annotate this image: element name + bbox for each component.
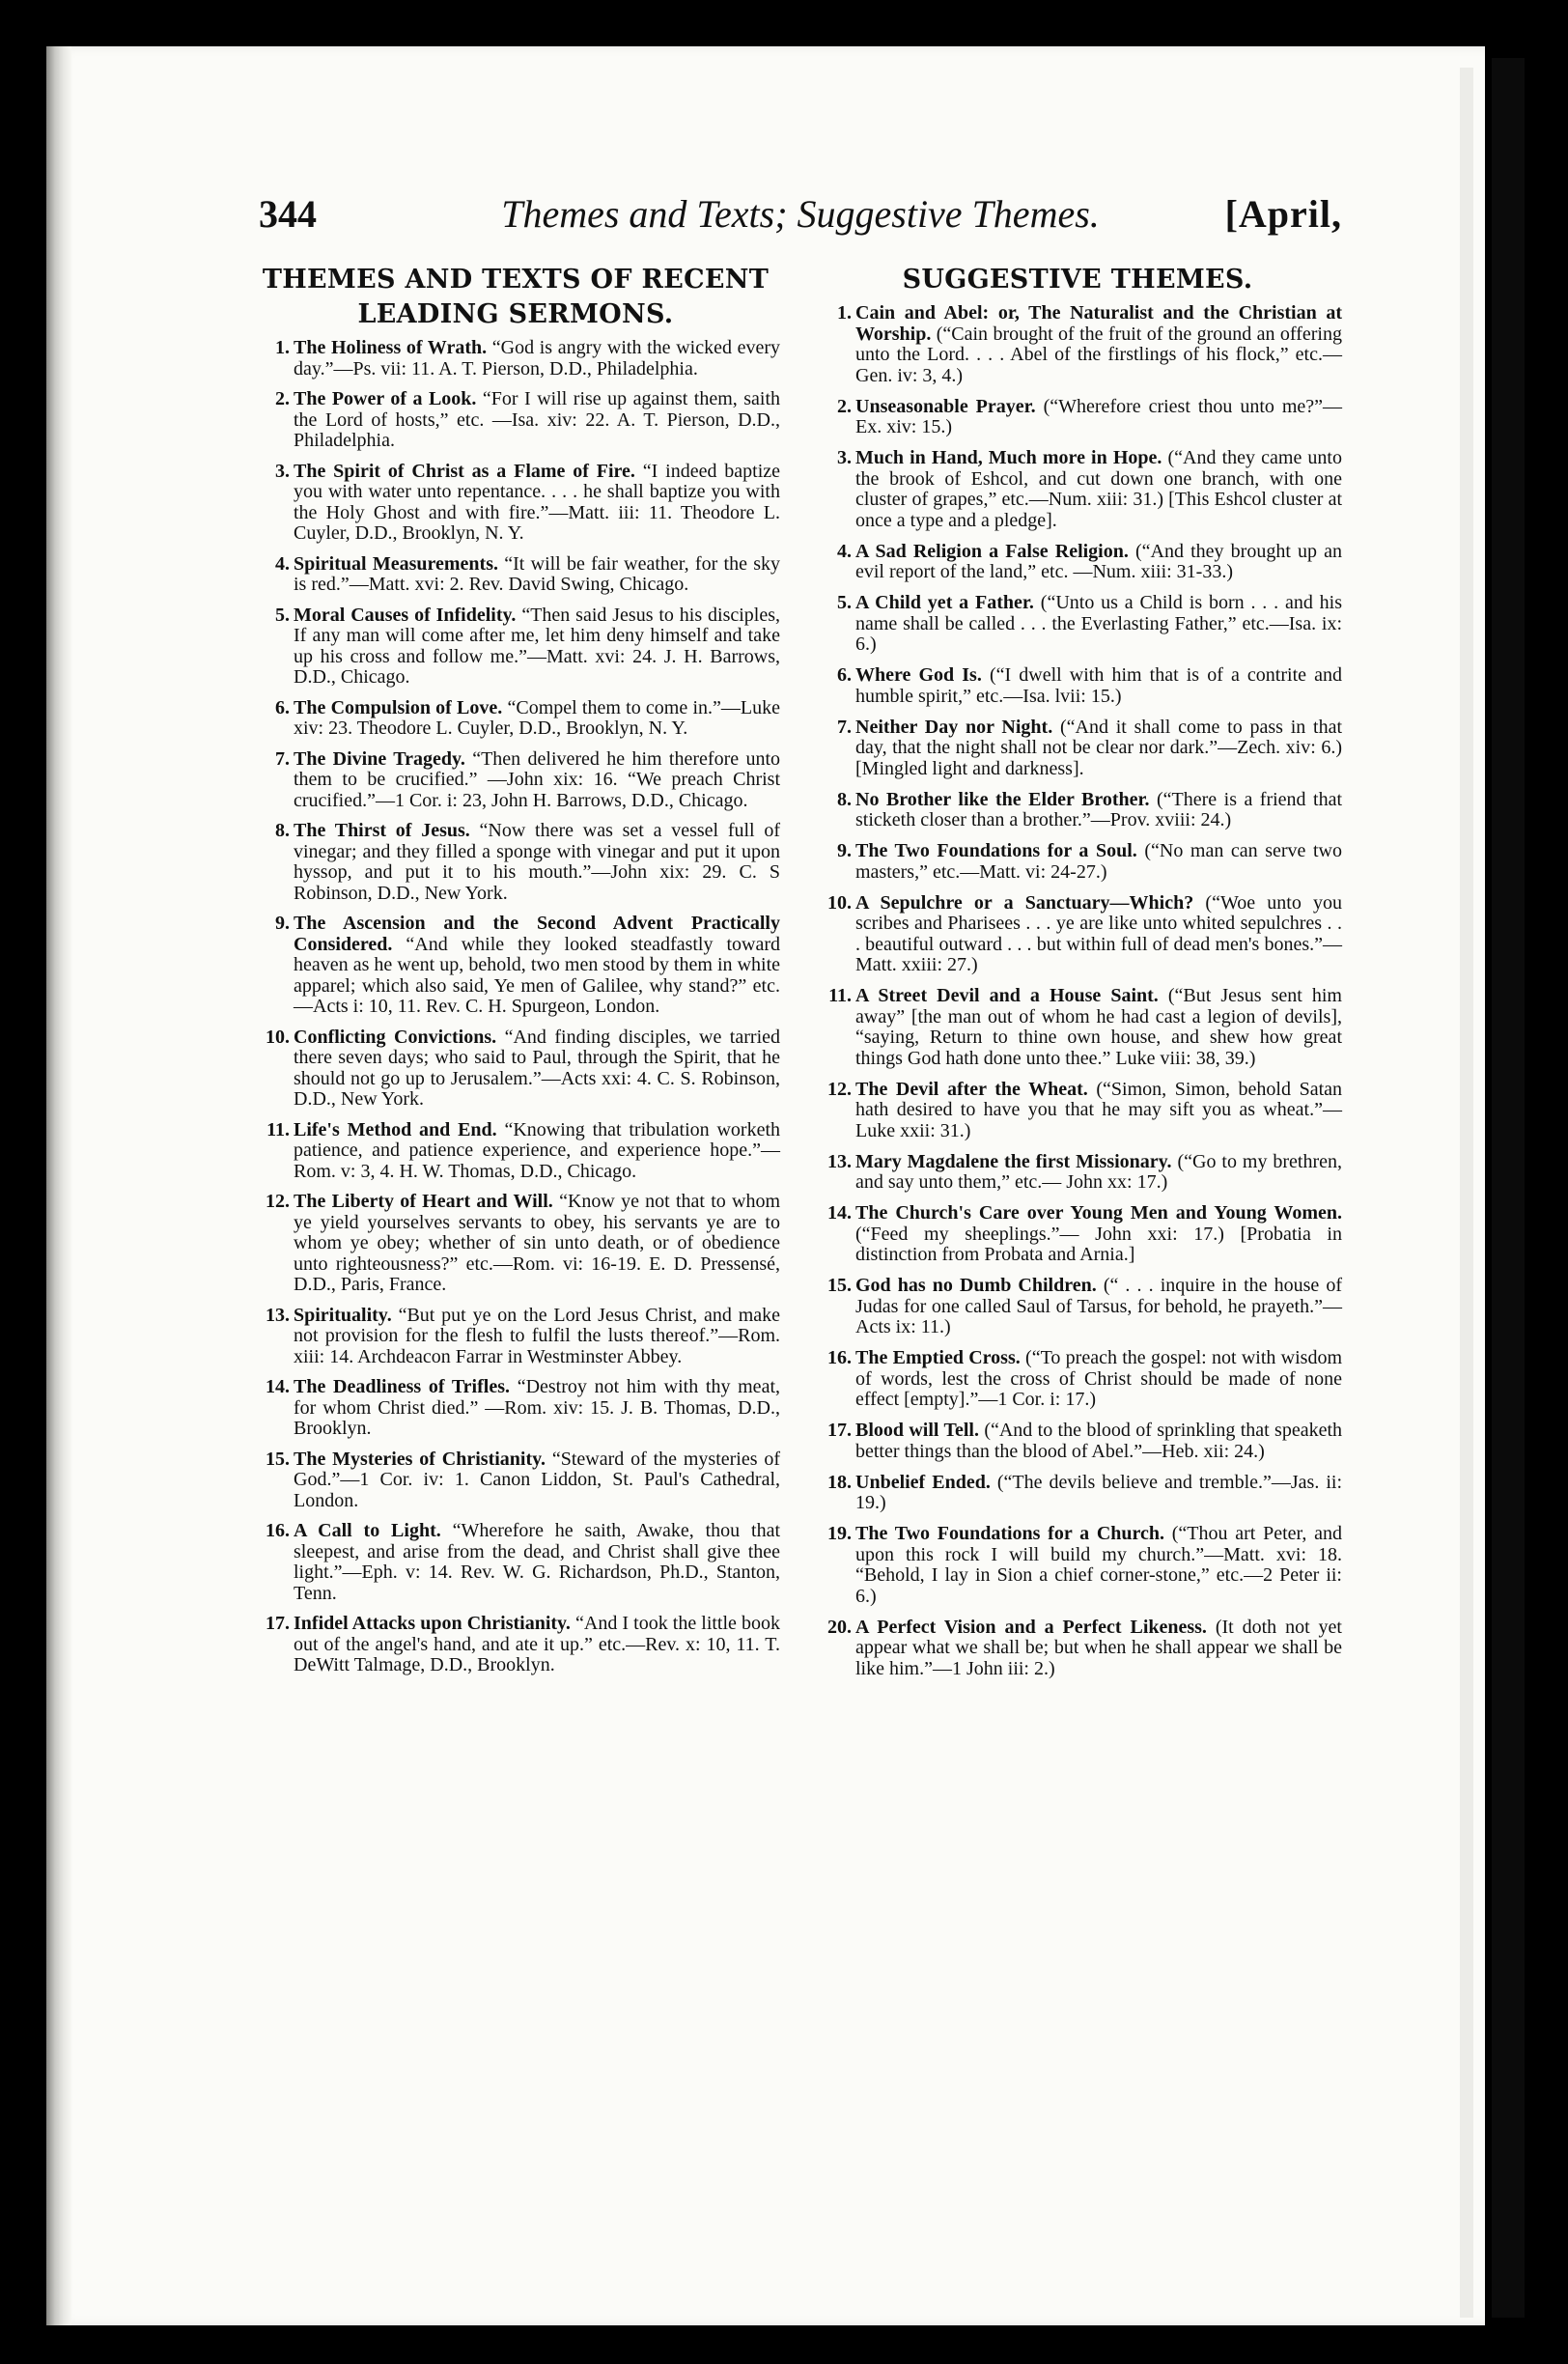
list-item — [813, 1524, 1342, 1607]
entry-title: A Sepulchre or a Sanctuary—Which? — [855, 891, 1194, 914]
entry-number: 2. — [275, 388, 290, 409]
entry-title: The Ascension and the Second Advent Practically Considered. — [294, 913, 780, 955]
list-item — [813, 790, 1342, 831]
entry-title: Unbelief Ended. — [855, 1471, 991, 1493]
entry-number: 2. — [837, 395, 852, 417]
list-item — [251, 1377, 780, 1440]
right-column-heading: SUGGESTIVE THEMES. — [902, 265, 1253, 295]
list-item — [813, 303, 1342, 386]
entry-text: “Destroy not him with thy meat, for whom Christ died.” —Rom. xiv: 15. J. B. Thomas, D.D., Brooklyn. — [294, 1376, 780, 1439]
entry-title: The Power of a Look. — [294, 388, 477, 409]
entry-number: 3. — [275, 460, 290, 482]
list-item — [251, 1192, 780, 1296]
entry-number: 8. — [275, 820, 290, 841]
entry-title: A Call to Light. — [294, 1520, 441, 1541]
list-item — [813, 1152, 1342, 1194]
entry-text: “Wherefore he saith, Awake, thou that sleepest, and arise from the dead, and Christ shall give thee light.”—Eph. v: 14. Rev. W. G. Richardson, Ph.D., Stanton, Tenn. — [294, 1520, 780, 1604]
entry-title: No Brother like the Elder Brother. — [855, 788, 1150, 810]
list-item — [251, 914, 780, 1018]
left-column-heading: THEMES AND TEXTS OF RECENT LEADING SERMONS. — [262, 265, 770, 329]
entry-text: “But put ye on the Lord Jesus Christ, and make not provision for the flesh to fulfil the lusts thereof.”—Rom. xiii: 14. Archdeacon Farrar in Westminster Abbey. — [294, 1304, 781, 1367]
entry-number: 19. — [827, 1523, 852, 1544]
entry-number: 15. — [266, 1448, 290, 1470]
entry-number: 1. — [275, 337, 290, 358]
entry-number: 9. — [275, 913, 290, 934]
entry-number: 5. — [837, 592, 852, 613]
right-column — [813, 263, 1342, 1690]
entry-title: A Street Devil and a House Saint. — [855, 985, 1159, 1006]
entry-title: The Devil after the Wheat. — [855, 1078, 1088, 1100]
entry-title: The Emptied Cross. — [855, 1347, 1021, 1368]
entry-text: (“And they brought up an evil report of the land,” etc. —Num. xiii: 31-33.) — [855, 540, 1343, 582]
entry-text: (“No man can serve two masters,” etc.—Matt. vi: 24-27.) — [855, 840, 1343, 883]
entry-number: 4. — [837, 540, 852, 562]
entry-title: Unseasonable Prayer. — [855, 395, 1036, 417]
suggestive-theme-list — [813, 303, 1342, 1679]
list-item — [813, 397, 1342, 438]
entry-text: (“And they came unto the brook of Eshcol, and cut down one branch, with one cluster of grapes,” etc.—Num. xiii: 31.) [This Eshcol cluster at once a type and a pledge]. — [855, 447, 1342, 531]
list-item — [813, 1421, 1342, 1462]
list-item — [251, 554, 780, 596]
entry-title: Conflicting Convictions. — [294, 1026, 497, 1048]
list-item — [251, 1614, 780, 1676]
list-item — [251, 749, 780, 812]
entry-title: Spirituality. — [294, 1304, 392, 1326]
entry-number: 3. — [837, 447, 852, 468]
entry-text: “Know ye not that to whom ye yield yourselves servants to obey, his servants ye are to whom ye obey; whether of sin unto death, or of obedience unto righteousness?” etc.—Rom. vi: 16-19. E. D. Pressensé, D.D., Paris, France. — [294, 1191, 781, 1295]
list-item — [251, 698, 780, 740]
entry-number: 17. — [266, 1613, 290, 1634]
list-item — [813, 1473, 1342, 1514]
list-item — [251, 1449, 780, 1512]
entry-title: The Deadliness of Trifles. — [294, 1376, 510, 1397]
entry-text: (“But Jesus sent him away” [the man out of whom he had cast a legion of devils], “saying, Return to thine own house, and shew how great things God hath done unto thee.” Luke viii: 38, 39.) — [855, 985, 1342, 1069]
list-item — [813, 665, 1342, 707]
list-item — [813, 448, 1342, 531]
entry-text: “Then delivered he him therefore unto them to be crucified.” —John xix: 16. “We preach Christ crucified.”—1 Cor. i: 23, John H. Barrows, D.D., Chicago. — [294, 747, 781, 811]
entry-title: Neither Day nor Night. — [855, 716, 1053, 738]
entry-title: The Two Foundations for a Soul. — [855, 840, 1137, 861]
list-item — [813, 1348, 1342, 1411]
entry-text: (“The devils believe and tremble.”—Jas. ii: 19.) — [855, 1471, 1342, 1513]
entry-text: (“Cain brought of the fruit of the ground an offering unto the Lord. . . . Abel of the firstlings of his flock,” etc.—Gen. iv: 3, 4.) — [855, 323, 1342, 386]
entry-title: Mary Magdalene the first Missionary. — [855, 1150, 1172, 1172]
entry-title: The Two Foundations for a Church. — [855, 1523, 1165, 1544]
entry-number: 18. — [827, 1471, 852, 1493]
entry-number: 14. — [266, 1376, 290, 1397]
entry-text: (“Unto us a Child is born . . . and his name shall be called . . . the Everlasting Father,” etc.—Isa. ix: 6.) — [855, 592, 1342, 655]
entry-number: 13. — [827, 1150, 852, 1172]
entry-title: Infidel Attacks upon Christianity. — [294, 1613, 571, 1634]
entry-text: “For I will rise up against them, saith the Lord of hosts,” etc. —Isa. xiv: 22. A. T. Pierson, D.D., Philadelphia. — [294, 388, 781, 451]
list-item — [813, 1080, 1342, 1142]
entry-text: (“And it shall come to pass in that day, that the night shall not be clear nor dark.”—Zech. xiv: 6.) [Mingled light and darkness]. — [855, 716, 1343, 779]
entry-number: 11. — [828, 985, 852, 1006]
entry-number: 7. — [837, 716, 852, 738]
entry-text: (“Go to my brethren, and say unto them,” etc.— John xx: 17.) — [855, 1150, 1343, 1193]
list-item — [251, 1027, 780, 1111]
entry-number: 20. — [827, 1616, 852, 1638]
entry-text: (“Simon, Simon, behold Satan hath desired to have you that he may sift you as wheat.”—Luke xxii: 31.) — [855, 1078, 1342, 1141]
entry-text: (“Woe unto you scribes and Pharisees . . . ye are like unto whited sepulchres . . . beautiful outward . . . but within full of dead men's bones.”—Matt. xxiii: 27.) — [855, 891, 1343, 975]
entry-text: (“ . . . inquire in the house of Judas for one called Saul of Tarsus, for behold, he prayeth.”—Acts ix: 11.) — [855, 1275, 1342, 1337]
entry-text: (“Wherefore criest thou unto me?”—Ex. xiv: 15.) — [855, 395, 1343, 437]
entry-number: 4. — [275, 552, 290, 575]
entry-text: “And I took the little book out of the angel's hand, and ate it up.” etc.—Rev. x: 10, 11. T. DeWitt Talmage, D.D., Brooklyn. — [294, 1613, 780, 1675]
entry-title: A Sad Religion a False Religion. — [855, 540, 1129, 562]
entry-title: A Child yet a Father. — [855, 592, 1034, 613]
left-column — [251, 263, 780, 1686]
list-item — [813, 593, 1342, 656]
entry-number: 16. — [827, 1347, 852, 1368]
page-edge-strip — [1460, 68, 1473, 2318]
list-item — [813, 542, 1342, 583]
entry-text: “It will be fair weather, for the sky is red.”—Matt. xvi: 2. Rev. David Swing, Chicago. — [294, 552, 780, 595]
entry-title: Life's Method and End. — [294, 1118, 497, 1140]
entry-text: (“Thou art Peter, and upon this rock I will build my church.”—Matt. xvi: 18. “Behold, I lay in Sion a chief corner-stone,” etc.—2 Peter ii: 6.) — [855, 1523, 1342, 1607]
entry-title: The Liberty of Heart and Will. — [294, 1191, 553, 1212]
entry-number: 5. — [275, 604, 290, 626]
list-item — [813, 986, 1342, 1069]
entry-text: (It doth not yet appear what we shall be; but when he shall appear we shall be like him.”—1 John iii: 2.) — [855, 1616, 1342, 1679]
entry-number: 8. — [837, 788, 852, 810]
entry-title: The Compulsion of Love. — [294, 696, 503, 718]
entry-title: Moral Causes of Infidelity. — [294, 604, 517, 626]
list-item — [813, 893, 1342, 976]
list-item — [251, 1306, 780, 1368]
entry-number: 12. — [266, 1191, 290, 1212]
entry-number: 14. — [827, 1202, 852, 1224]
entry-title: The Mysteries of Christianity. — [294, 1448, 546, 1470]
list-item — [251, 821, 780, 904]
list-item — [251, 462, 780, 545]
list-item — [251, 389, 780, 452]
list-item — [813, 1203, 1342, 1266]
entry-number: 13. — [266, 1304, 290, 1326]
entry-title: God has no Dumb Children. — [855, 1275, 1097, 1296]
entry-number: 17. — [827, 1420, 852, 1441]
running-header — [259, 191, 1342, 247]
entry-text: “Now there was set a vessel full of vinegar; and they filled a sponge with vinegar and put it upon hyssop, and put it to his mouth.”—John xix: 29. C. S Robinson, D.D., New York. — [294, 820, 781, 904]
list-item — [813, 1276, 1342, 1338]
entry-number: 6. — [837, 664, 852, 686]
running-title: Themes and Texts; Suggestive Themes. — [501, 192, 1100, 236]
page-number: 344 — [259, 192, 317, 236]
entry-title: Spiritual Measurements. — [294, 552, 498, 575]
list-item — [251, 1521, 780, 1604]
entry-number: 6. — [275, 696, 290, 718]
entry-number: 7. — [275, 747, 290, 770]
entry-number: 11. — [266, 1118, 290, 1140]
entry-text: “I indeed baptize you with water unto repentance. . . . he shall baptize you with the Holy Ghost and with fire.”—Matt. iii: 11. Theodore L. Cuyler, D.D., Brooklyn, N. Y. — [294, 460, 781, 544]
entry-title: Blood will Tell. — [855, 1420, 979, 1441]
entry-number: 9. — [837, 840, 852, 861]
entry-number: 10. — [827, 891, 852, 914]
page-gutter-shadow — [46, 46, 71, 2325]
entry-title: Cain and Abel: or, The Naturalist and the Christian at Worship. — [855, 302, 1342, 345]
entry-title: The Thirst of Jesus. — [294, 820, 470, 841]
entry-title: The Holiness of Wrath. — [294, 337, 488, 358]
entry-title: Much in Hand, Much more in Hope. — [855, 447, 1162, 468]
entry-title: The Church's Care over Young Men and Young Women. — [855, 1202, 1342, 1224]
entry-text: “And while they looked steadfastly toward heaven as he went up, behold, two men stood by them in white apparel; which also said, Ye men of Galilee, why stand?” etc.—Acts i: 10, 11. Rev. C. H. Spurgeon, London. — [294, 933, 781, 1017]
entry-text: (“And to the blood of sprinkling that speaketh better things than the blood of Abel.”—Heb. xii: 24.) — [855, 1420, 1343, 1462]
running-month: [April, — [1224, 192, 1342, 236]
entry-text: “Compel them to come in.”—Luke xiv: 23. Theodore L. Cuyler, D.D., Brooklyn, N. Y. — [294, 696, 780, 739]
entry-number: 15. — [827, 1275, 852, 1296]
list-item — [251, 338, 780, 380]
entry-text: “God is angry with the wicked every day.”—Ps. vii: 11. A. T. Pierson, D.D., Philadelphia. — [294, 337, 781, 380]
entry-text: “Knowing that tribulation worketh patience, and patience experience, and experience hope.”—Rom. v: 3, 4. H. W. Thomas, D.D., Chicago. — [294, 1118, 781, 1182]
entry-number: 10. — [266, 1026, 290, 1048]
entry-text: (“There is a friend that sticketh closer than a brother.”—Prov. xviii: 24.) — [855, 788, 1343, 830]
sermon-list — [251, 338, 780, 1676]
list-item — [251, 1120, 780, 1183]
entry-title: Where God Is. — [855, 664, 982, 686]
list-item — [251, 605, 780, 689]
adjacent-page-edge — [1492, 58, 1525, 2318]
entry-text: “Then said Jesus to his disciples, If any man will come after me, let him deny himself and take up his cross and follow me.”—Matt. xvi: 24. J. H. Barrows, D.D., Chicago. — [294, 604, 781, 688]
entry-text: “And finding disciples, we tarried there seven days; who said to Paul, through the Spirit, that he should not go up to Jerusalem.”—Acts xxi: 4. C. S. Robinson, D.D., New York. — [294, 1026, 780, 1110]
entry-text: “Steward of the mysteries of God.”—1 Cor. iv: 1. Canon Liddon, St. Paul's Cathedral, London. — [294, 1448, 781, 1511]
entry-title: The Divine Tragedy. — [294, 747, 465, 770]
entry-number: 1. — [837, 302, 852, 324]
entry-text: (“Feed my sheeplings.”— John xxi: 17.) [Probatia in distinction from Probata and Arnia.] — [855, 1223, 1342, 1265]
list-item — [813, 718, 1342, 780]
list-item — [813, 1618, 1342, 1680]
entry-number: 16. — [266, 1520, 290, 1541]
entry-number: 12. — [827, 1078, 852, 1100]
entry-title: The Spirit of Christ as a Flame of Fire. — [294, 460, 635, 482]
entry-text: (“To preach the gospel: not with wisdom of words, lest the cross of Christ should be made of none effect [empty].”—1 Cor. i: 17.) — [855, 1347, 1343, 1410]
entry-text: (“I dwell with him that is of a contrite and humble spirit,” etc.—Isa. lvii: 15.) — [855, 664, 1342, 707]
list-item — [813, 841, 1342, 883]
entry-title: A Perfect Vision and a Perfect Likeness. — [855, 1616, 1207, 1638]
